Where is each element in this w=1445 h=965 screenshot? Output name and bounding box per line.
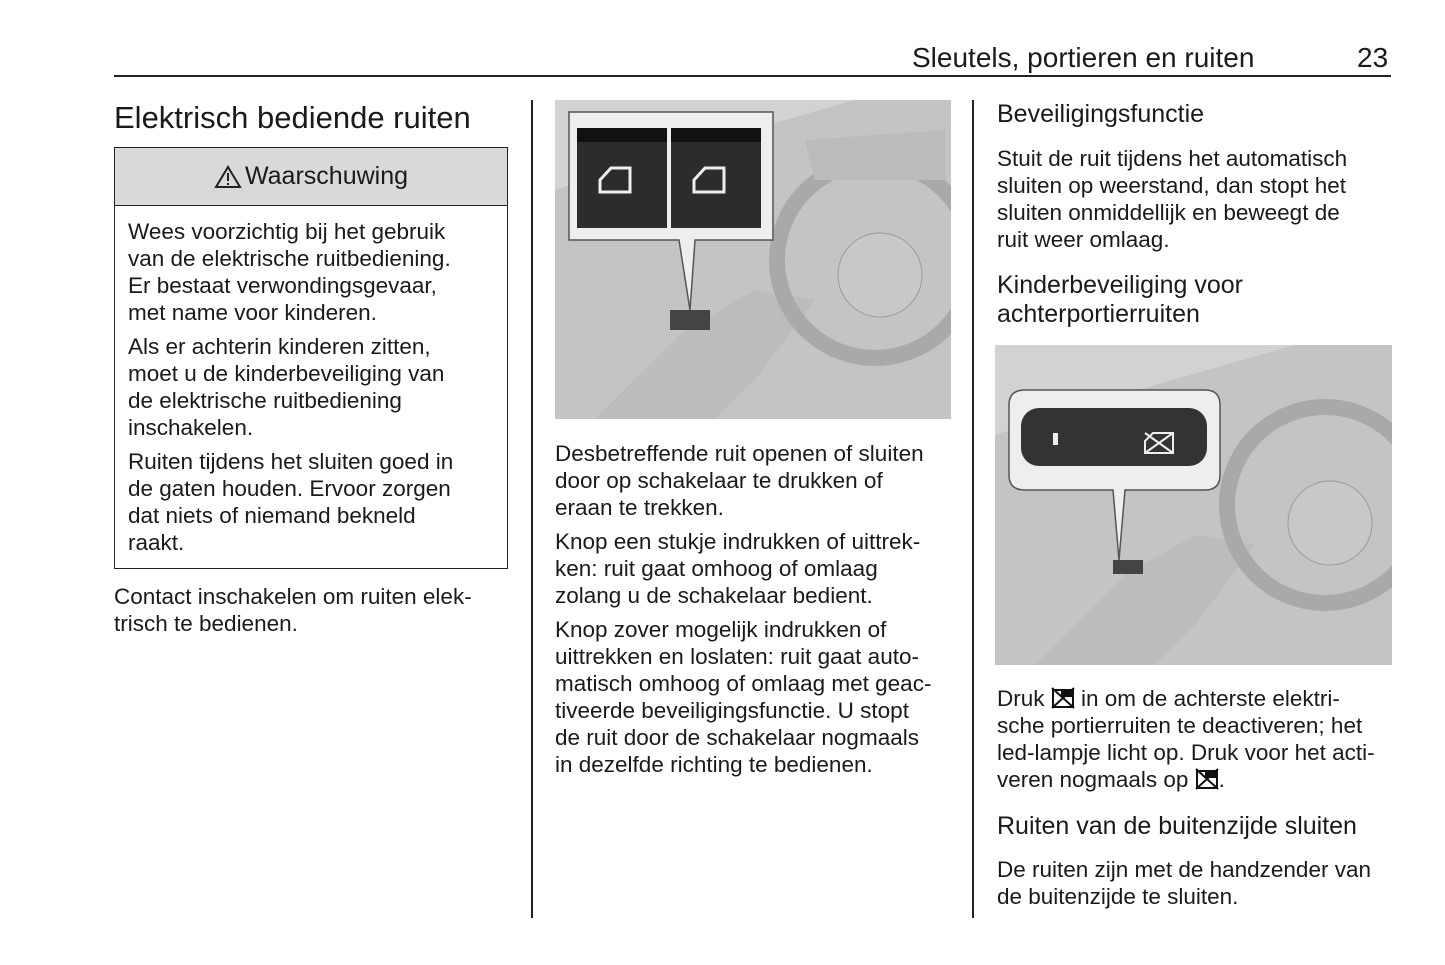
subheading-child-lock: Kinderbeveiliging voor achterportierruiten bbox=[997, 271, 1243, 328]
child-lock-symbol-icon bbox=[1195, 768, 1219, 790]
body-paragraph: Contact inschakelen om ruiten elek- trisch te bedienen. bbox=[114, 584, 472, 636]
subheading-close-from-outside: Ruiten van de buitenzijde sluiten bbox=[997, 812, 1357, 840]
body-paragraph: Desbetreffende ruit openen of sluiten door op schakelaar te drukken of eraan te trekken. bbox=[555, 441, 924, 520]
child-lock-text: Druk bbox=[997, 686, 1051, 711]
section-title: Elektrisch bediende ruiten bbox=[114, 100, 471, 135]
warning-triangle-icon bbox=[214, 165, 242, 189]
column-divider bbox=[531, 100, 533, 918]
header-rule bbox=[114, 75, 1391, 77]
body-paragraph: Knop een stukje indrukken of uittrek- ken: ruit gaat omhoog of omlaag zolang u de schakelaar bedient. bbox=[555, 529, 921, 608]
body-paragraph: De ruiten zijn met de handzender van de buitenzijde te sluiten. bbox=[997, 857, 1371, 909]
running-header-title: Sleutels, portieren en ruiten bbox=[912, 42, 1255, 73]
warning-header bbox=[115, 148, 507, 206]
window-switch-illustration bbox=[555, 100, 951, 419]
body-paragraph: Knop zover mogelijk indrukken of uittrekken en loslaten: ruit gaat auto- matisch omhoog of omlaag met geac- tiveerde beveiligingsfunctie. U stopt de ruit door de schakelaar nogmaals in dezelfde richting te bedienen. bbox=[555, 617, 932, 777]
subheading-safety-function: Beveiligingsfunctie bbox=[997, 100, 1205, 128]
child-lock-illustration bbox=[995, 345, 1392, 665]
child-lock-text: . bbox=[1218, 767, 1225, 792]
warning-paragraph: Als er achterin kinderen zitten, moet u de kinderbeveiliging van de elektrische ruitbediening inschakelen. bbox=[128, 334, 445, 440]
warning-paragraph: Wees voorzichtig bij het gebruik van de elektrische ruitbediening. Er bestaat verwondingsgevaar, met name voor kinderen. bbox=[128, 219, 451, 325]
body-paragraph: Stuit de ruit tijdens het automatisch sluiten op weerstand, dan stopt het sluiten onmiddellijk en beweegt de ruit weer omlaag. bbox=[997, 146, 1348, 252]
child-lock-symbol-icon bbox=[1051, 687, 1075, 709]
child-lock-paragraph bbox=[997, 685, 1375, 793]
child-lock-text: in om de achterste elektri- sche portierruiten te deactiveren; het led-lampje licht op. Druk voor het acti- veren nogmaals op bbox=[997, 686, 1375, 792]
page-number: 23 bbox=[1357, 42, 1389, 73]
warning-label: Waarschuwing bbox=[244, 162, 409, 190]
warning-paragraph: Ruiten tijdens het sluiten goed in de gaten houden. Ervoor zorgen dat niets of niemand bekneld raakt. bbox=[128, 449, 454, 555]
column-divider bbox=[972, 100, 974, 918]
